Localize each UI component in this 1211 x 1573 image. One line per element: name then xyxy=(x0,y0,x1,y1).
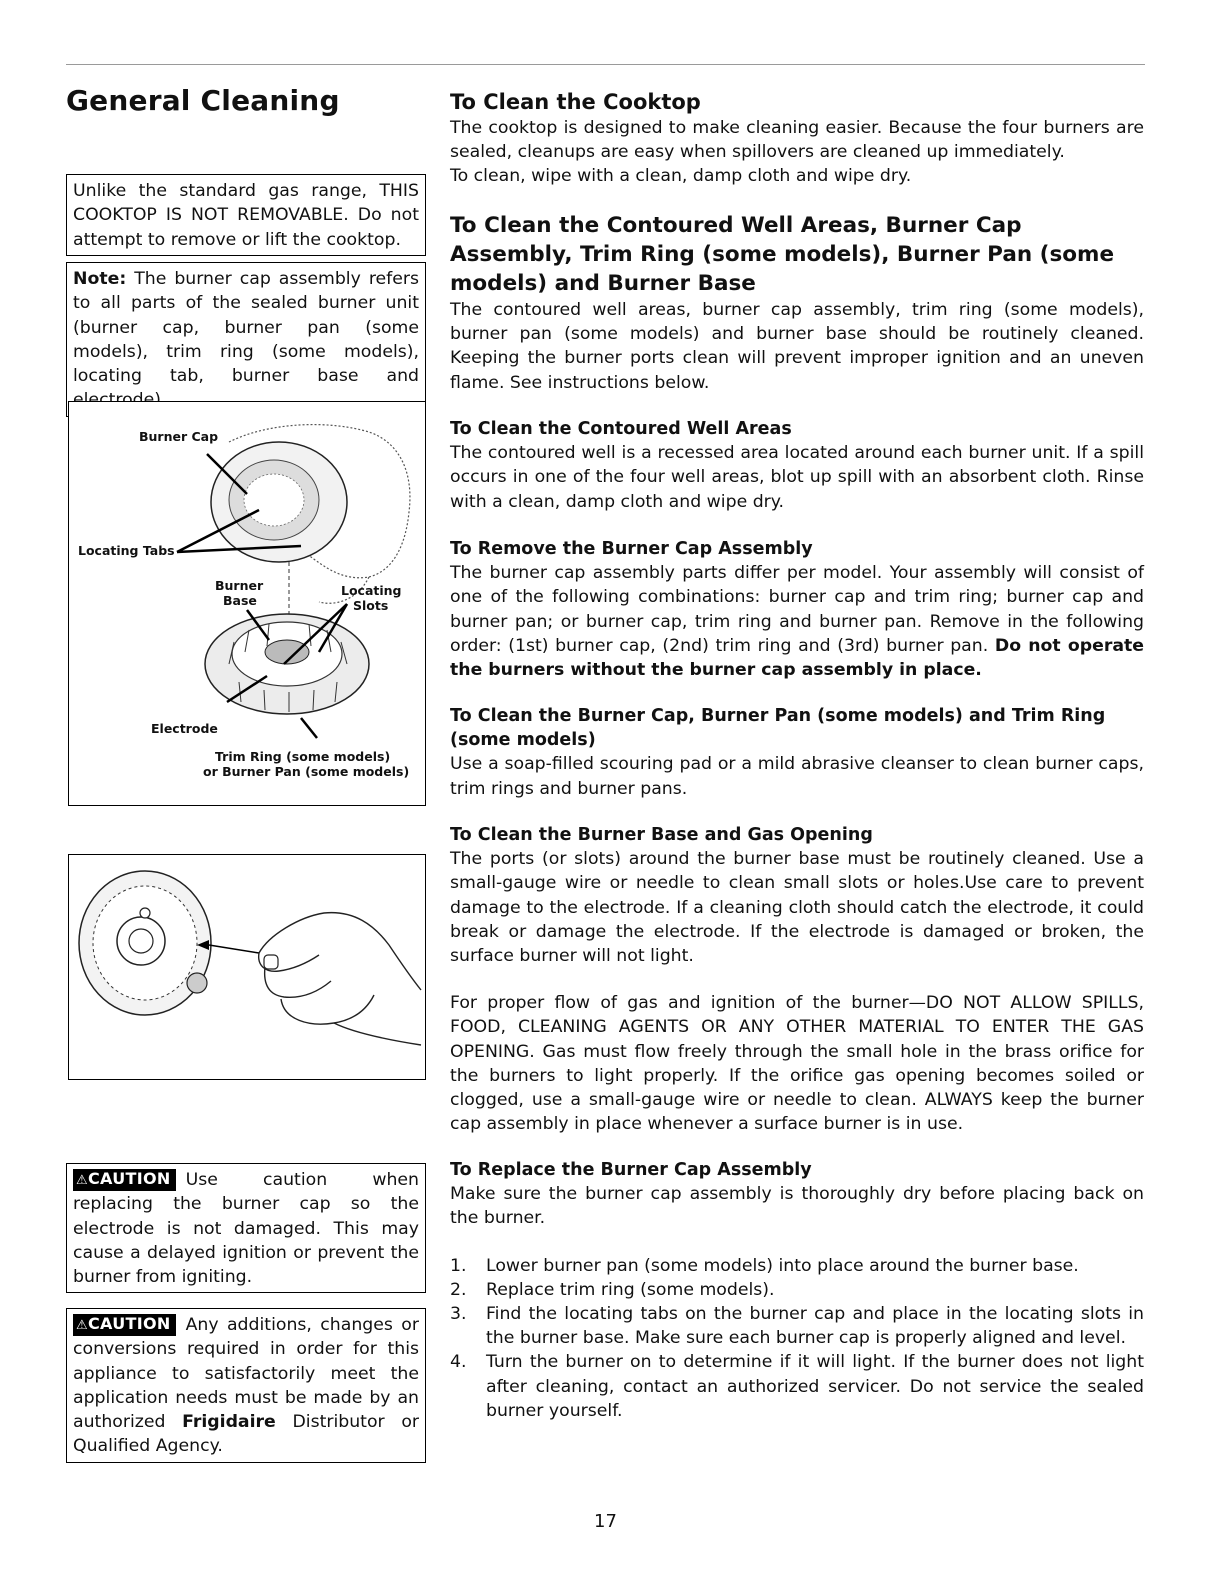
heading-contoured-assembly: To Clean the Contoured Well Areas, Burner Cap Assembly, Trim Ring (some models), Burner Pan (some models) and Burner Base xyxy=(450,213,1115,296)
section-clean-cooktop xyxy=(450,88,1144,189)
heading-clean-cooktop: To Clean the Cooktop xyxy=(450,90,701,114)
section-burner-base-gas xyxy=(450,823,1144,1136)
caution-text-conversions-b: Distributor or Qualified Agency. xyxy=(73,1412,419,1457)
note-label: Note: xyxy=(73,269,127,289)
label-burner-cap: Burner Cap xyxy=(139,429,219,444)
heading-burner-base-gas: To Clean the Burner Base and Gas Opening xyxy=(450,825,873,845)
needle-cleaning-illustration xyxy=(69,855,427,1081)
text-contoured-assembly: The contoured well areas, burner cap assembly, trim ring (some models), burner pan (some models) and burner base should be routinely cleaned. Keeping the burner ports clean will prevent improper ignition and an uneven flame. See instructions below. xyxy=(450,300,1144,393)
list-item xyxy=(450,1350,1144,1423)
step-text: Replace trim ring (some models). xyxy=(486,1279,775,1300)
note-box xyxy=(66,262,426,417)
text-burner-base-gas-1: The ports (or slots) around the burner base must be routinely cleaned. Use a small-gauge wire or needle to clean small slots or holes.Use care to prevent damage to the electrode. If a cleaning cloth should catch the electrode, it could break or damage the electrode. If the electrode is damaged or broken, the surface burner will not light. xyxy=(450,849,1144,967)
step-number: 3. xyxy=(450,1304,467,1325)
warning-triangle-icon: ⚠ xyxy=(76,1318,88,1333)
needle-cleaning-figure xyxy=(68,854,426,1080)
step-text: Find the locating tabs on the burner cap and place in the locating slots in the burner base. Make sure each burner cap is properly aligned and level. xyxy=(486,1304,1144,1349)
page-number: 17 xyxy=(594,1511,617,1532)
label-locating-slots-1: Locating xyxy=(341,583,402,598)
removal-warning-text: Unlike the standard gas range, THIS COOKTOP IS NOT REMOVABLE. Do not attempt to remove or lift the cooktop. xyxy=(73,181,419,250)
caution-box-electrode xyxy=(66,1163,426,1293)
page-title: General Cleaning xyxy=(66,84,340,117)
step-text: Turn the burner on to determine if it will light. If the burner does not light after cleaning, contact an authorized servicer. Do not service the sealed burner yourself. xyxy=(486,1352,1144,1421)
heading-replace-cap: To Replace the Burner Cap Assembly xyxy=(450,1160,812,1180)
text-clean-cap-pan-ring: Use a soap-filled scouring pad or a mild abrasive cleanser to clean burner caps, trim rings and burner pans. xyxy=(450,754,1144,799)
text-contoured-well: The contoured well is a recessed area located around each burner unit. If a spill occurs in one of the four well areas, blot up spill with an absorbent cloth. Rinse with a clean, damp cloth and wipe dry. xyxy=(450,443,1144,512)
caution-text-conversions-a: Any additions, changes or conversions required in order for this appliance to satisfactorily meet the application needs must be made by an authorized xyxy=(73,1315,419,1433)
caution-text-electrode: Use caution when replacing the burner cap so the electrode is not damaged. This may cause a delayed ignition or prevent the burner from igniting. xyxy=(73,1170,419,1288)
removal-warning-box xyxy=(66,174,426,256)
label-trim-ring-1: Trim Ring (some models) xyxy=(215,749,391,764)
warning-triangle-icon: ⚠ xyxy=(76,1173,88,1188)
burner-assembly-figure xyxy=(68,401,426,806)
heading-contoured-well: To Clean the Contoured Well Areas xyxy=(450,419,792,439)
label-locating-tabs: Locating Tabs xyxy=(78,543,175,558)
step-number: 2. xyxy=(450,1279,467,1300)
list-item xyxy=(450,1278,1144,1302)
label-trim-ring-2: or Burner Pan (some models) xyxy=(203,764,410,779)
heading-remove-cap: To Remove the Burner Cap Assembly xyxy=(450,539,813,559)
caution-badge xyxy=(73,1169,176,1191)
note-text: The burner cap assembly refers to all parts of the sealed burner unit (burner cap, burner pan (some models), trim ring (some models), locating tab, burner base and xyxy=(73,269,419,387)
section-replace-cap xyxy=(450,1158,1144,1423)
top-rule xyxy=(66,64,1145,65)
step-number: 4. xyxy=(450,1352,467,1373)
caution-badge xyxy=(73,1314,176,1336)
text-replace-cap: Make sure the burner cap assembly is thoroughly dry before placing back on the burner. xyxy=(450,1184,1144,1229)
text-burner-base-gas-2: For proper flow of gas and ignition of the burner—DO NOT ALLOW SPILLS, FOOD, CLEANING AGENTS OR ANY OTHER MATERIAL TO ENTER THE GAS OPENING. Gas must flow freely through the small hole in the brass orifice for the burners to light properly. If the orifice gas opening becomes soiled or clogged, use a small-gauge wire or needle to clean. ALWAYS keep the burner cap assembly in place whenever a surface burner is in use. xyxy=(450,993,1144,1135)
step-number: 1. xyxy=(450,1255,467,1276)
section-contoured-well xyxy=(450,417,1144,514)
section-contoured-assembly xyxy=(450,211,1144,395)
caution-badge-label: CAUTION xyxy=(87,1314,171,1333)
caution-badge-label: CAUTION xyxy=(87,1169,171,1188)
label-burner-base-2: Base xyxy=(223,593,257,608)
section-clean-cap-pan-ring xyxy=(450,704,1144,801)
label-locating-slots-2: Slots xyxy=(353,598,389,613)
label-burner-base-1: Burner xyxy=(215,578,264,593)
list-item xyxy=(450,1254,1144,1278)
text-clean-cooktop-1: The cooktop is designed to make cleaning easier. Because the four burners are sealed, cleanups are easy when spillovers are cleaned up immediately. xyxy=(450,118,1144,163)
text-remove-cap-warning: Do not operate the burners without the burner cap assembly in place. xyxy=(450,635,1144,681)
list-item xyxy=(450,1302,1144,1350)
heading-clean-cap-pan-ring: To Clean the Burner Cap, Burner Pan (some models) and Trim Ring (some models) xyxy=(450,706,1106,751)
section-remove-cap xyxy=(450,537,1144,682)
caution-box-conversions xyxy=(66,1308,426,1463)
step-text: Lower burner pan (some models) into place around the burner base. xyxy=(486,1255,1079,1276)
text-clean-cooktop-2: To clean, wipe with a clean, damp cloth and wipe dry. xyxy=(450,166,912,187)
text-remove-cap: The burner cap assembly parts differ per model. Your assembly will consist of one of the following combinations: burner cap and trim ring; burner cap and burner pan; or burner cap, trim ring and burner pan. Remove in the following order: (1st) burner cap, (2nd) trim ring and (3rd) burner pan. xyxy=(450,563,1144,656)
brand-name: Frigidaire xyxy=(182,1412,276,1433)
label-electrode: Electrode xyxy=(151,721,218,736)
replace-steps-list xyxy=(450,1254,1144,1423)
